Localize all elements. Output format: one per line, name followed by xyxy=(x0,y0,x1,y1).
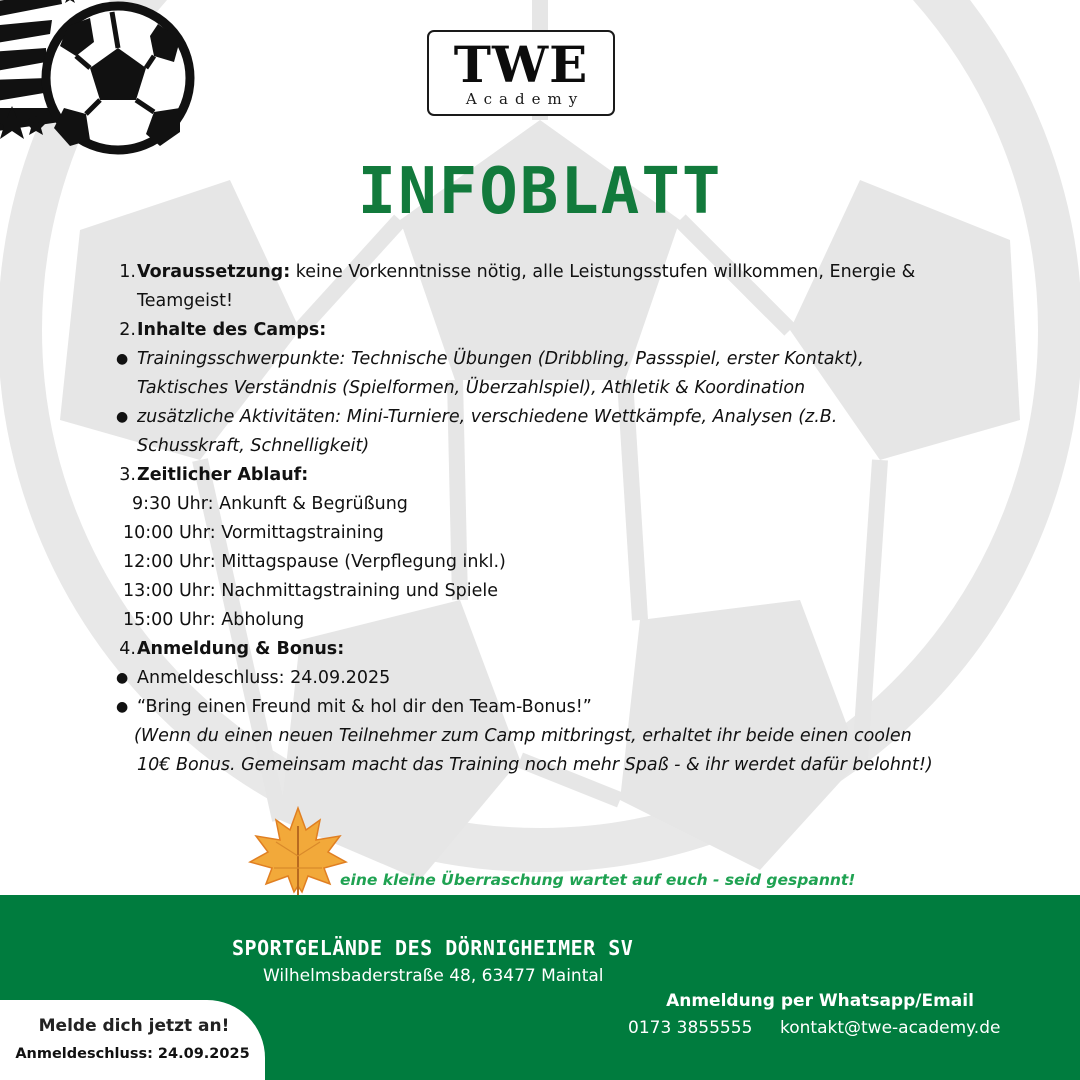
section-heading: Anmeldung & Bonus: xyxy=(137,639,345,659)
section-body: keine Vorkenntnisse nötig, alle Leistungsstufen willkommen, Energie & xyxy=(290,262,916,282)
section-heading: Inhalte des Camps: xyxy=(137,320,327,340)
section-number: 1. xyxy=(119,262,136,282)
logo-main-text: TWE xyxy=(453,35,589,94)
bullet-text: Schusskraft, Schnelligkeit) xyxy=(137,436,370,456)
section-number: 2. xyxy=(119,320,136,340)
schedule-text: 15:00 Uhr: Abholung xyxy=(123,610,305,630)
bullet-icon: ● xyxy=(116,699,129,715)
section-heading: Voraussetzung: xyxy=(137,262,291,282)
venue-name: SPORTGELÄNDE DES DÖRNIGHEIMER SV xyxy=(232,936,634,960)
bullet-text: Taktisches Verständnis (Spielformen, Überzahlspiel), Athletik & Koordination xyxy=(137,378,806,398)
bullet-icon: ● xyxy=(116,409,129,425)
corner-soccer-ball-icon xyxy=(0,0,210,180)
bullet-text: zusätzliche Aktivitäten: Mini-Turniere, verschiedene Wettkämpfe, Analysen (z.B. xyxy=(137,407,838,427)
cta-card xyxy=(0,1000,265,1080)
bullet-text: Anmeldeschluss: 24.09.2025 xyxy=(137,668,391,688)
logo-sub-text: Academy xyxy=(465,90,585,108)
section-body: Teamgeist! xyxy=(137,291,233,311)
note-text: 10€ Bonus. Gemeinsam macht das Training noch mehr Spaß - & ihr werdet dafür belohnt!) xyxy=(137,755,933,775)
cta-deadline: Anmeldeschluss: 24.09.2025 xyxy=(15,1046,250,1062)
bullet-text: “Bring einen Freund mit & hol dir den Team-Bonus!” xyxy=(137,697,592,717)
page-title: INFOBLATT xyxy=(357,155,723,229)
venue-address: Wilhelmsbaderstraße 48, 63477 Maintal xyxy=(263,966,604,986)
bullet-icon: ● xyxy=(116,351,129,367)
section-number: 4. xyxy=(119,639,136,659)
twe-academy-logo xyxy=(427,30,615,116)
schedule-text: 13:00 Uhr: Nachmittagstraining und Spiele xyxy=(123,581,499,601)
section-number: 3. xyxy=(119,465,136,485)
phone-number: 0173 3855555 xyxy=(628,1018,753,1038)
cta-headline: Melde dich jetzt an! xyxy=(38,1016,230,1036)
section-heading: Zeitlicher Ablauf: xyxy=(137,465,309,485)
bullet-text: Trainingsschwerpunkte: Technische Übungen (Dribbling, Passspiel, erster Kontakt), xyxy=(137,349,864,369)
star-icon xyxy=(63,0,77,3)
section-1-text xyxy=(137,258,977,287)
maple-leaf-icon xyxy=(248,806,348,908)
bullet-icon: ● xyxy=(116,670,129,686)
schedule-text: 12:00 Uhr: Mittagspause (Verpflegung inkl.) xyxy=(123,552,506,572)
email-address: kontakt@twe-academy.de xyxy=(780,1018,1001,1038)
surprise-text: eine kleine Überraschung wartet auf euch - seid gespannt! xyxy=(340,871,856,889)
note-text: (Wenn du einen neuen Teilnehmer zum Camp mitbringst, erhaltet ihr beide einen coolen xyxy=(134,726,912,746)
schedule-text: 10:00 Uhr: Vormittagstraining xyxy=(123,523,384,543)
signup-heading: Anmeldung per Whatsapp/Email xyxy=(666,991,974,1011)
schedule-text: 9:30 Uhr: Ankunft & Begrüßung xyxy=(132,494,408,514)
